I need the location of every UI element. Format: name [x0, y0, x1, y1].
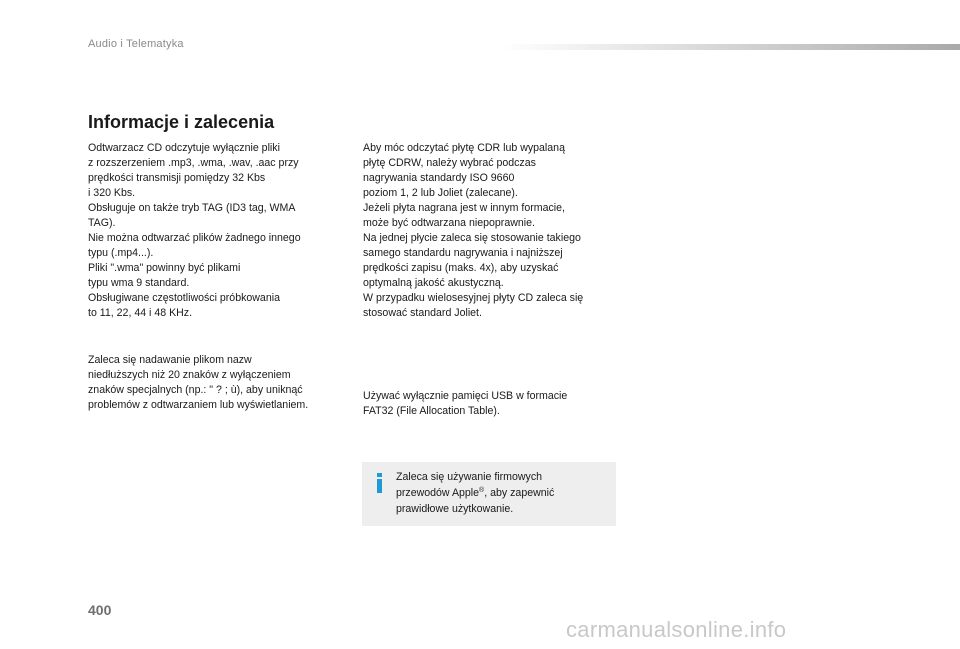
- note-text-part: przewodów Apple: [396, 487, 480, 499]
- text-line: Używać wyłącznie pamięci USB w formacie: [363, 390, 568, 402]
- text-line: Obsługiwane częstotliwości próbkowania: [88, 292, 280, 304]
- section-header: Audio i Telematyka: [88, 38, 184, 50]
- text-line: znaków specjalnych (np.: " ? ; ù), aby uniknąć: [88, 384, 303, 396]
- text-line: płytę CDRW, należy wybrać podczas: [363, 157, 536, 169]
- text-line: stosować standard Joliet.: [363, 307, 482, 319]
- text-line: Jeżeli płyta nagrana jest w innym formacie,: [363, 202, 565, 214]
- text-line: Aby móc odczytać płytę CDR lub wypalaną: [363, 142, 565, 154]
- info-note-box: [362, 462, 616, 526]
- text-line: i 320 Kbs.: [88, 187, 136, 199]
- right-paragraph-cd-burning: [363, 141, 583, 321]
- text-line: W przypadku wielosesyjnej płyty CD zaleca się: [363, 292, 584, 304]
- left-paragraph-cd-formats: [88, 141, 301, 321]
- text-line: typu (.mp4...).: [88, 247, 154, 259]
- info-note-text: [396, 469, 554, 517]
- text-line: Zaleca się nadawanie plikom nazw: [88, 354, 252, 366]
- watermark: carmanualsonline.info: [566, 617, 787, 642]
- text-line: Odtwarzacz CD odczytuje wyłącznie pliki: [88, 142, 280, 154]
- text-line: problemów z odtwarzaniem lub wyświetlaniem.: [88, 399, 309, 411]
- text-line: FAT32 (File Allocation Table).: [363, 405, 500, 417]
- text-line: Nie można odtwarzać plików żadnego innego: [88, 232, 301, 244]
- text-line: z rozszerzeniem .mp3, .wma, .wav, .aac przy: [88, 157, 299, 169]
- text-line: prędkości transmisji pomiędzy 32 Kbs: [88, 172, 266, 184]
- right-paragraph-usb: [363, 389, 567, 419]
- header-gradient-bar: [500, 44, 960, 50]
- page-title: Informacje i zalecenia: [88, 112, 275, 132]
- text-line: może być odtwarzana niepoprawnie.: [363, 217, 535, 229]
- registered-mark: ®: [479, 487, 485, 494]
- text-line: TAG).: [88, 217, 116, 229]
- text-line: Obsługuje on także tryb TAG (ID3 tag, WMA: [88, 202, 296, 214]
- note-text-part: , aby zapewnić: [484, 487, 555, 499]
- text-line: typu wma 9 standard.: [88, 277, 190, 289]
- text-line: poziom 1, 2 lub Joliet (zalecane).: [363, 187, 518, 199]
- left-paragraph-file-names: [88, 353, 308, 413]
- info-icon: [376, 473, 383, 493]
- note-line: Zaleca się używanie firmowych: [396, 471, 543, 483]
- text-line: samego standardu nagrywania i najniższej: [363, 247, 563, 259]
- text-line: to 11, 22, 44 i 48 KHz.: [88, 307, 193, 319]
- text-line: prędkości zapisu (maks. 4x), aby uzyskać: [363, 262, 559, 274]
- text-line: niedłuższych niż 20 znaków z wyłączeniem: [88, 369, 291, 381]
- page-number: 400: [88, 602, 112, 618]
- text-line: Pliki ".wma" powinny być plikami: [88, 262, 241, 274]
- text-line: optymalną jakość akustyczną.: [363, 277, 504, 289]
- text-line: nagrywania standardy ISO 9660: [363, 172, 515, 184]
- note-line: prawidłowe użytkowanie.: [396, 503, 514, 515]
- text-line: Na jednej płycie zaleca się stosowanie takiego: [363, 232, 581, 244]
- note-line: [396, 485, 554, 501]
